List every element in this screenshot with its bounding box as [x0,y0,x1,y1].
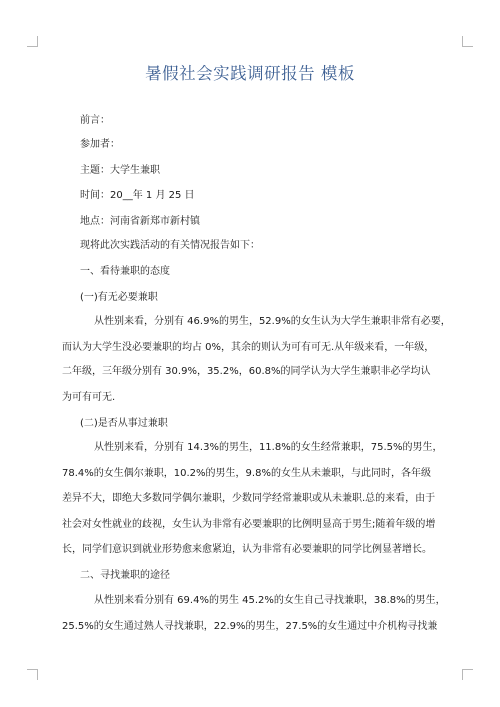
intro-line: 现将此次实践活动的有关情况报告如下： [80,240,260,251]
paragraph-line: 从性别来看分别有 69.4%的男生 45.2%的女生自己寻找兼职，38.8%的男生， [94,595,446,606]
paragraph-line: 78.4%的女生偶尔兼职，10.2%的男生，9.8%的女生从未兼职，与此同时，各年级 [62,468,431,479]
crop-mark-top-left [27,36,38,47]
paragraph-line: 而认为大学生没必要兼职的均占 0%，其余的则认为可有可无.从年级来看，一年级， [62,342,435,353]
paragraph-line: 为可有可无. [62,392,116,403]
paragraph-line: 差异不大，即绝大多数同学偶尔兼职，少数同学经常兼职或从未兼职.总的来看，由于 [62,493,436,504]
crop-mark-bottom-right [462,669,473,680]
paragraph-line: 25.5%的女生通过熟人寻找兼职，22.9%的男生，27.5%的女生通过中介机构寻找兼 [62,621,438,632]
participants-line: 参加者： [80,139,120,150]
paragraph-line: 社会对女性就业的歧视，女生认为非常有必要兼职的比例明显高于男生;随着年级的增 [62,519,436,530]
crop-mark-bottom-left [27,669,38,680]
theme-line: 主题：大学生兼职 [80,165,160,176]
subsection-heading: (二)是否从事过兼职 [80,418,168,429]
paragraph-line: 从性别来看，分别有 46.9%的男生，52.9%的女生认为大学生兼职非常有必要， [94,316,451,327]
paragraph-line: 长，同学们意识到就业形势愈来愈紧迫，认为非常有必要兼职的同学比例显著增长。 [62,544,432,555]
preface-line: 前言： [80,115,110,126]
paragraph-line: 从性别来看，分别有 14.3%的男生，11.8%的女生经常兼职，75.5%的男生， [94,442,443,453]
paragraph-line: 二年级，三年级分别有 30.9%，35.2%，60.8%的同学认为大学生兼职非必学均认 [62,366,431,377]
time-line: 时间：20__年 1 月 25 日 [80,190,195,201]
location-line: 地点：河南省新郑市新村镇 [80,216,200,227]
subsection-heading: (一)有无必要兼职 [80,292,158,303]
document-title: 暑假社会实践调研报告 模板 [145,64,355,83]
section-heading: 一、看待兼职的态度 [80,266,170,277]
crop-mark-top-right [462,36,473,47]
section-heading: 二、寻找兼职的途径 [80,570,170,581]
